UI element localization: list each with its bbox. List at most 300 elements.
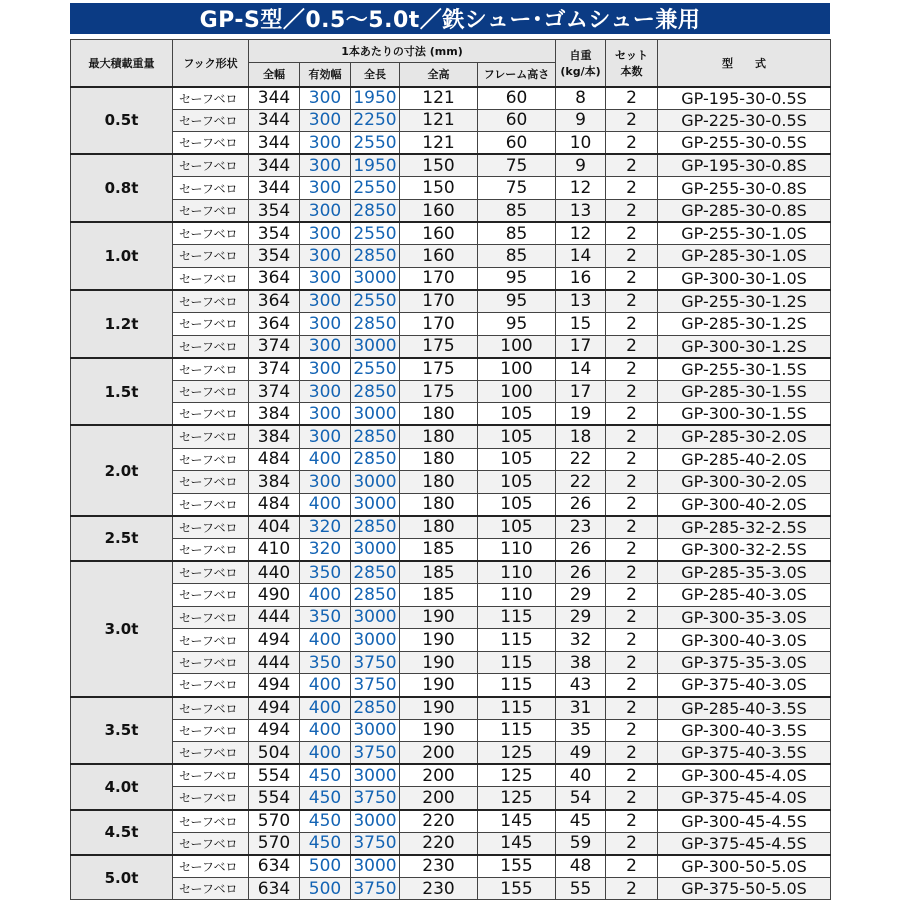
header-weight: [556, 40, 606, 87]
length-cell: 3000: [351, 267, 400, 290]
set-count-cell: 2: [606, 380, 658, 403]
effective-width-cell: 300: [300, 471, 351, 494]
height-cell: 185: [400, 538, 478, 561]
capacity-cell: 4.5t: [71, 810, 173, 855]
header-length: 全長: [351, 63, 400, 87]
set-count-cell: 2: [606, 493, 658, 516]
length-cell: 2850: [351, 516, 400, 539]
model-cell: GP-195-30-0.8S: [658, 154, 831, 177]
effective-width-cell: 400: [300, 674, 351, 697]
effective-width-cell: 300: [300, 335, 351, 358]
effective-width-cell: 400: [300, 697, 351, 720]
weight-cell: 31: [556, 697, 606, 720]
length-cell: 2850: [351, 245, 400, 268]
length-cell: 2250: [351, 109, 400, 132]
length-cell: 2850: [351, 199, 400, 222]
capacity-cell: 0.8t: [71, 154, 173, 222]
effective-width-cell: 300: [300, 245, 351, 268]
length-cell: 3750: [351, 651, 400, 674]
length-cell: 3000: [351, 719, 400, 742]
height-cell: 180: [400, 516, 478, 539]
table-row: [71, 199, 831, 222]
weight-cell: 10: [556, 132, 606, 155]
height-cell: 180: [400, 403, 478, 426]
set-count-cell: 2: [606, 403, 658, 426]
weight-cell: 8: [556, 87, 606, 110]
effective-width-cell: 300: [300, 199, 351, 222]
frame-height-cell: 115: [478, 651, 556, 674]
set-count-cell: 2: [606, 448, 658, 471]
set-count-cell: 2: [606, 651, 658, 674]
length-cell: 2850: [351, 380, 400, 403]
weight-cell: 9: [556, 109, 606, 132]
header-dimensions: 1本あたりの寸法 (mm): [249, 40, 556, 63]
length-cell: 2850: [351, 312, 400, 335]
set-count-cell: 2: [606, 245, 658, 268]
length-cell: 2850: [351, 697, 400, 720]
table-row: [71, 516, 831, 539]
model-cell: GP-255-30-1.5S: [658, 358, 831, 381]
hook-cell: セーフベロ: [173, 651, 249, 674]
model-cell: GP-375-50-5.0S: [658, 877, 831, 900]
frame-height-cell: 105: [478, 403, 556, 426]
effective-width-cell: 300: [300, 222, 351, 245]
set-count-cell: 2: [606, 222, 658, 245]
height-cell: 190: [400, 697, 478, 720]
hook-cell: セーフベロ: [173, 764, 249, 787]
table-title: GP-S型／0.5～5.0t／鉄シュー･ゴムシュー兼用: [70, 3, 830, 34]
length-cell: 3000: [351, 764, 400, 787]
model-cell: GP-225-30-0.5S: [658, 109, 831, 132]
model-cell: GP-300-45-4.0S: [658, 764, 831, 787]
width-cell: 344: [249, 109, 300, 132]
capacity-cell: 1.5t: [71, 358, 173, 426]
hook-cell: セーフベロ: [173, 538, 249, 561]
frame-height-cell: 85: [478, 199, 556, 222]
table-row: [71, 651, 831, 674]
table-row: [71, 312, 831, 335]
hook-cell: セーフベロ: [173, 290, 249, 313]
table-row: [71, 832, 831, 855]
header-effective-width: 有効幅: [300, 63, 351, 87]
table-row: [71, 787, 831, 810]
frame-height-cell: 125: [478, 764, 556, 787]
effective-width-cell: 320: [300, 538, 351, 561]
length-cell: 3750: [351, 832, 400, 855]
height-cell: 170: [400, 290, 478, 313]
height-cell: 180: [400, 493, 478, 516]
length-cell: 3750: [351, 674, 400, 697]
set-count-cell: 2: [606, 290, 658, 313]
set-count-cell: 2: [606, 312, 658, 335]
width-cell: 374: [249, 335, 300, 358]
set-count-cell: 2: [606, 719, 658, 742]
hook-cell: セーフベロ: [173, 132, 249, 155]
weight-cell: 22: [556, 448, 606, 471]
width-cell: 354: [249, 222, 300, 245]
hook-cell: セーフベロ: [173, 109, 249, 132]
weight-cell: 9: [556, 154, 606, 177]
weight-cell: 14: [556, 358, 606, 381]
model-cell: GP-285-40-3.5S: [658, 697, 831, 720]
hook-cell: セーフベロ: [173, 312, 249, 335]
effective-width-cell: 400: [300, 448, 351, 471]
length-cell: 2550: [351, 222, 400, 245]
width-cell: 410: [249, 538, 300, 561]
weight-cell: 26: [556, 538, 606, 561]
model-cell: GP-285-30-1.0S: [658, 245, 831, 268]
effective-width-cell: 350: [300, 606, 351, 629]
height-cell: 220: [400, 832, 478, 855]
model-cell: GP-375-35-3.0S: [658, 651, 831, 674]
hook-cell: セーフベロ: [173, 222, 249, 245]
width-cell: 494: [249, 629, 300, 652]
effective-width-cell: 300: [300, 109, 351, 132]
effective-width-cell: 300: [300, 177, 351, 200]
frame-height-cell: 75: [478, 177, 556, 200]
frame-height-cell: 95: [478, 312, 556, 335]
width-cell: 344: [249, 154, 300, 177]
frame-height-cell: 125: [478, 787, 556, 810]
length-cell: 2550: [351, 177, 400, 200]
frame-height-cell: 155: [478, 855, 556, 878]
length-cell: 2550: [351, 358, 400, 381]
set-count-cell: 2: [606, 629, 658, 652]
frame-height-cell: 105: [478, 425, 556, 448]
frame-height-cell: 115: [478, 606, 556, 629]
frame-height-cell: 115: [478, 629, 556, 652]
hook-cell: セーフベロ: [173, 674, 249, 697]
table-row: [71, 584, 831, 607]
weight-cell: 12: [556, 177, 606, 200]
width-cell: 634: [249, 855, 300, 878]
table-row: [71, 674, 831, 697]
table-row: [71, 222, 831, 245]
height-cell: 190: [400, 651, 478, 674]
width-cell: 494: [249, 719, 300, 742]
model-cell: GP-300-40-2.0S: [658, 493, 831, 516]
table-row: [71, 109, 831, 132]
height-cell: 180: [400, 471, 478, 494]
frame-height-cell: 105: [478, 471, 556, 494]
frame-height-cell: 85: [478, 245, 556, 268]
hook-cell: セーフベロ: [173, 810, 249, 833]
frame-height-cell: 100: [478, 358, 556, 381]
hook-cell: セーフベロ: [173, 87, 249, 110]
height-cell: 180: [400, 448, 478, 471]
length-cell: 3000: [351, 538, 400, 561]
hook-cell: セーフベロ: [173, 425, 249, 448]
height-cell: 220: [400, 810, 478, 833]
effective-width-cell: 400: [300, 584, 351, 607]
header-frame-height: フレーム高さ: [478, 63, 556, 87]
length-cell: 3000: [351, 403, 400, 426]
model-cell: GP-375-40-3.5S: [658, 742, 831, 765]
set-count-cell: 2: [606, 154, 658, 177]
weight-cell: 54: [556, 787, 606, 810]
length-cell: 1950: [351, 154, 400, 177]
effective-width-cell: 320: [300, 516, 351, 539]
height-cell: 121: [400, 132, 478, 155]
width-cell: 364: [249, 267, 300, 290]
height-cell: 180: [400, 425, 478, 448]
model-cell: GP-285-30-1.2S: [658, 312, 831, 335]
table-row: [71, 538, 831, 561]
width-cell: 364: [249, 312, 300, 335]
table-row: [71, 855, 831, 878]
set-count-cell: 2: [606, 674, 658, 697]
hook-cell: セーフベロ: [173, 358, 249, 381]
model-cell: GP-300-30-1.0S: [658, 267, 831, 290]
weight-cell: 19: [556, 403, 606, 426]
hook-cell: セーフベロ: [173, 403, 249, 426]
header-set: [606, 40, 658, 87]
weight-cell: 45: [556, 810, 606, 833]
frame-height-cell: 145: [478, 832, 556, 855]
frame-height-cell: 155: [478, 877, 556, 900]
weight-cell: 16: [556, 267, 606, 290]
header-set-label: セット: [615, 48, 649, 62]
weight-cell: 40: [556, 764, 606, 787]
hook-cell: セーフベロ: [173, 742, 249, 765]
hook-cell: セーフベロ: [173, 697, 249, 720]
width-cell: 404: [249, 516, 300, 539]
model-cell: GP-300-30-1.2S: [658, 335, 831, 358]
hook-cell: セーフベロ: [173, 335, 249, 358]
width-cell: 374: [249, 358, 300, 381]
capacity-cell: 0.5t: [71, 87, 173, 155]
length-cell: 2850: [351, 584, 400, 607]
set-count-cell: 2: [606, 358, 658, 381]
model-cell: GP-300-40-3.5S: [658, 719, 831, 742]
set-count-cell: 2: [606, 561, 658, 584]
height-cell: 230: [400, 855, 478, 878]
hook-cell: セーフベロ: [173, 199, 249, 222]
hook-cell: セーフベロ: [173, 877, 249, 900]
effective-width-cell: 350: [300, 561, 351, 584]
header-model: 型 式: [658, 40, 831, 87]
table-row: [71, 493, 831, 516]
table-row: [71, 358, 831, 381]
length-cell: 1950: [351, 87, 400, 110]
weight-cell: 14: [556, 245, 606, 268]
hook-cell: セーフベロ: [173, 561, 249, 584]
effective-width-cell: 450: [300, 764, 351, 787]
model-cell: GP-375-40-3.0S: [658, 674, 831, 697]
set-count-cell: 2: [606, 787, 658, 810]
set-count-cell: 2: [606, 584, 658, 607]
length-cell: 3000: [351, 493, 400, 516]
width-cell: 494: [249, 674, 300, 697]
frame-height-cell: 110: [478, 538, 556, 561]
height-cell: 185: [400, 584, 478, 607]
hook-cell: セーフベロ: [173, 629, 249, 652]
frame-height-cell: 110: [478, 584, 556, 607]
width-cell: 384: [249, 403, 300, 426]
hook-cell: セーフベロ: [173, 380, 249, 403]
hook-cell: セーフベロ: [173, 493, 249, 516]
weight-cell: 59: [556, 832, 606, 855]
weight-cell: 26: [556, 493, 606, 516]
table-row: [71, 380, 831, 403]
height-cell: 150: [400, 154, 478, 177]
set-count-cell: 2: [606, 764, 658, 787]
model-cell: GP-300-45-4.5S: [658, 810, 831, 833]
frame-height-cell: 110: [478, 561, 556, 584]
height-cell: 150: [400, 177, 478, 200]
effective-width-cell: 300: [300, 132, 351, 155]
weight-cell: 38: [556, 651, 606, 674]
frame-height-cell: 100: [478, 335, 556, 358]
capacity-cell: 3.5t: [71, 697, 173, 765]
model-cell: GP-195-30-0.5S: [658, 87, 831, 110]
set-count-cell: 2: [606, 199, 658, 222]
set-count-cell: 2: [606, 177, 658, 200]
effective-width-cell: 400: [300, 719, 351, 742]
hook-cell: セーフベロ: [173, 154, 249, 177]
height-cell: 170: [400, 312, 478, 335]
length-cell: 3000: [351, 606, 400, 629]
effective-width-cell: 300: [300, 154, 351, 177]
frame-height-cell: 105: [478, 448, 556, 471]
hook-cell: セーフベロ: [173, 606, 249, 629]
frame-height-cell: 125: [478, 742, 556, 765]
table-row: [71, 87, 831, 110]
width-cell: 554: [249, 764, 300, 787]
capacity-cell: 1.2t: [71, 290, 173, 358]
model-cell: GP-300-35-3.0S: [658, 606, 831, 629]
weight-cell: 29: [556, 584, 606, 607]
weight-cell: 17: [556, 335, 606, 358]
weight-cell: 55: [556, 877, 606, 900]
weight-cell: 12: [556, 222, 606, 245]
effective-width-cell: 300: [300, 87, 351, 110]
table-row: [71, 764, 831, 787]
height-cell: 160: [400, 222, 478, 245]
length-cell: 3000: [351, 855, 400, 878]
length-cell: 3000: [351, 810, 400, 833]
model-cell: GP-300-30-2.0S: [658, 471, 831, 494]
effective-width-cell: 450: [300, 832, 351, 855]
frame-height-cell: 115: [478, 674, 556, 697]
weight-cell: 23: [556, 516, 606, 539]
hook-cell: セーフベロ: [173, 584, 249, 607]
frame-height-cell: 60: [478, 87, 556, 110]
table-row: [71, 448, 831, 471]
frame-height-cell: 145: [478, 810, 556, 833]
frame-height-cell: 105: [478, 493, 556, 516]
height-cell: 230: [400, 877, 478, 900]
effective-width-cell: 300: [300, 312, 351, 335]
table-row: [71, 561, 831, 584]
capacity-cell: 5.0t: [71, 855, 173, 900]
width-cell: 634: [249, 877, 300, 900]
frame-height-cell: 85: [478, 222, 556, 245]
set-count-cell: 2: [606, 267, 658, 290]
model-cell: GP-285-30-0.8S: [658, 199, 831, 222]
weight-cell: 29: [556, 606, 606, 629]
height-cell: 190: [400, 719, 478, 742]
weight-cell: 26: [556, 561, 606, 584]
set-count-cell: 2: [606, 697, 658, 720]
model-cell: GP-285-40-3.0S: [658, 584, 831, 607]
effective-width-cell: 400: [300, 742, 351, 765]
height-cell: 185: [400, 561, 478, 584]
length-cell: 3750: [351, 877, 400, 900]
header-weight-unit: (kg/本): [560, 64, 601, 78]
hook-cell: セーフベロ: [173, 448, 249, 471]
effective-width-cell: 400: [300, 493, 351, 516]
length-cell: 2550: [351, 132, 400, 155]
table-row: [71, 719, 831, 742]
weight-cell: 18: [556, 425, 606, 448]
length-cell: 3000: [351, 471, 400, 494]
frame-height-cell: 115: [478, 697, 556, 720]
model-cell: GP-375-45-4.5S: [658, 832, 831, 855]
effective-width-cell: 300: [300, 380, 351, 403]
frame-height-cell: 115: [478, 719, 556, 742]
table-row: [71, 290, 831, 313]
set-count-cell: 2: [606, 538, 658, 561]
set-count-cell: 2: [606, 335, 658, 358]
height-cell: 175: [400, 380, 478, 403]
set-count-cell: 2: [606, 425, 658, 448]
length-cell: 2550: [351, 290, 400, 313]
effective-width-cell: 300: [300, 425, 351, 448]
weight-cell: 13: [556, 199, 606, 222]
header-height: 全高: [400, 63, 478, 87]
effective-width-cell: 400: [300, 629, 351, 652]
width-cell: 344: [249, 177, 300, 200]
table-row: [71, 403, 831, 426]
frame-height-cell: 75: [478, 154, 556, 177]
effective-width-cell: 450: [300, 787, 351, 810]
table-row: [71, 267, 831, 290]
set-count-cell: 2: [606, 132, 658, 155]
width-cell: 490: [249, 584, 300, 607]
table-row: [71, 132, 831, 155]
set-count-cell: 2: [606, 810, 658, 833]
height-cell: 160: [400, 245, 478, 268]
table-row: [71, 810, 831, 833]
weight-cell: 35: [556, 719, 606, 742]
width-cell: 384: [249, 471, 300, 494]
weight-cell: 17: [556, 380, 606, 403]
set-count-cell: 2: [606, 87, 658, 110]
model-cell: GP-285-32-2.5S: [658, 516, 831, 539]
width-cell: 344: [249, 87, 300, 110]
height-cell: 175: [400, 335, 478, 358]
width-cell: 384: [249, 425, 300, 448]
height-cell: 200: [400, 787, 478, 810]
height-cell: 121: [400, 87, 478, 110]
frame-height-cell: 60: [478, 109, 556, 132]
header-weight-label: 自重: [569, 48, 592, 62]
header-max-load: 最大積載重量: [71, 40, 173, 87]
table-row: [71, 471, 831, 494]
width-cell: 504: [249, 742, 300, 765]
height-cell: 190: [400, 674, 478, 697]
model-cell: GP-375-45-4.0S: [658, 787, 831, 810]
effective-width-cell: 300: [300, 403, 351, 426]
frame-height-cell: 60: [478, 132, 556, 155]
height-cell: 200: [400, 764, 478, 787]
header-hook: フック形状: [173, 40, 249, 87]
width-cell: 444: [249, 606, 300, 629]
table-row: [71, 425, 831, 448]
model-cell: GP-255-30-0.8S: [658, 177, 831, 200]
width-cell: 570: [249, 832, 300, 855]
